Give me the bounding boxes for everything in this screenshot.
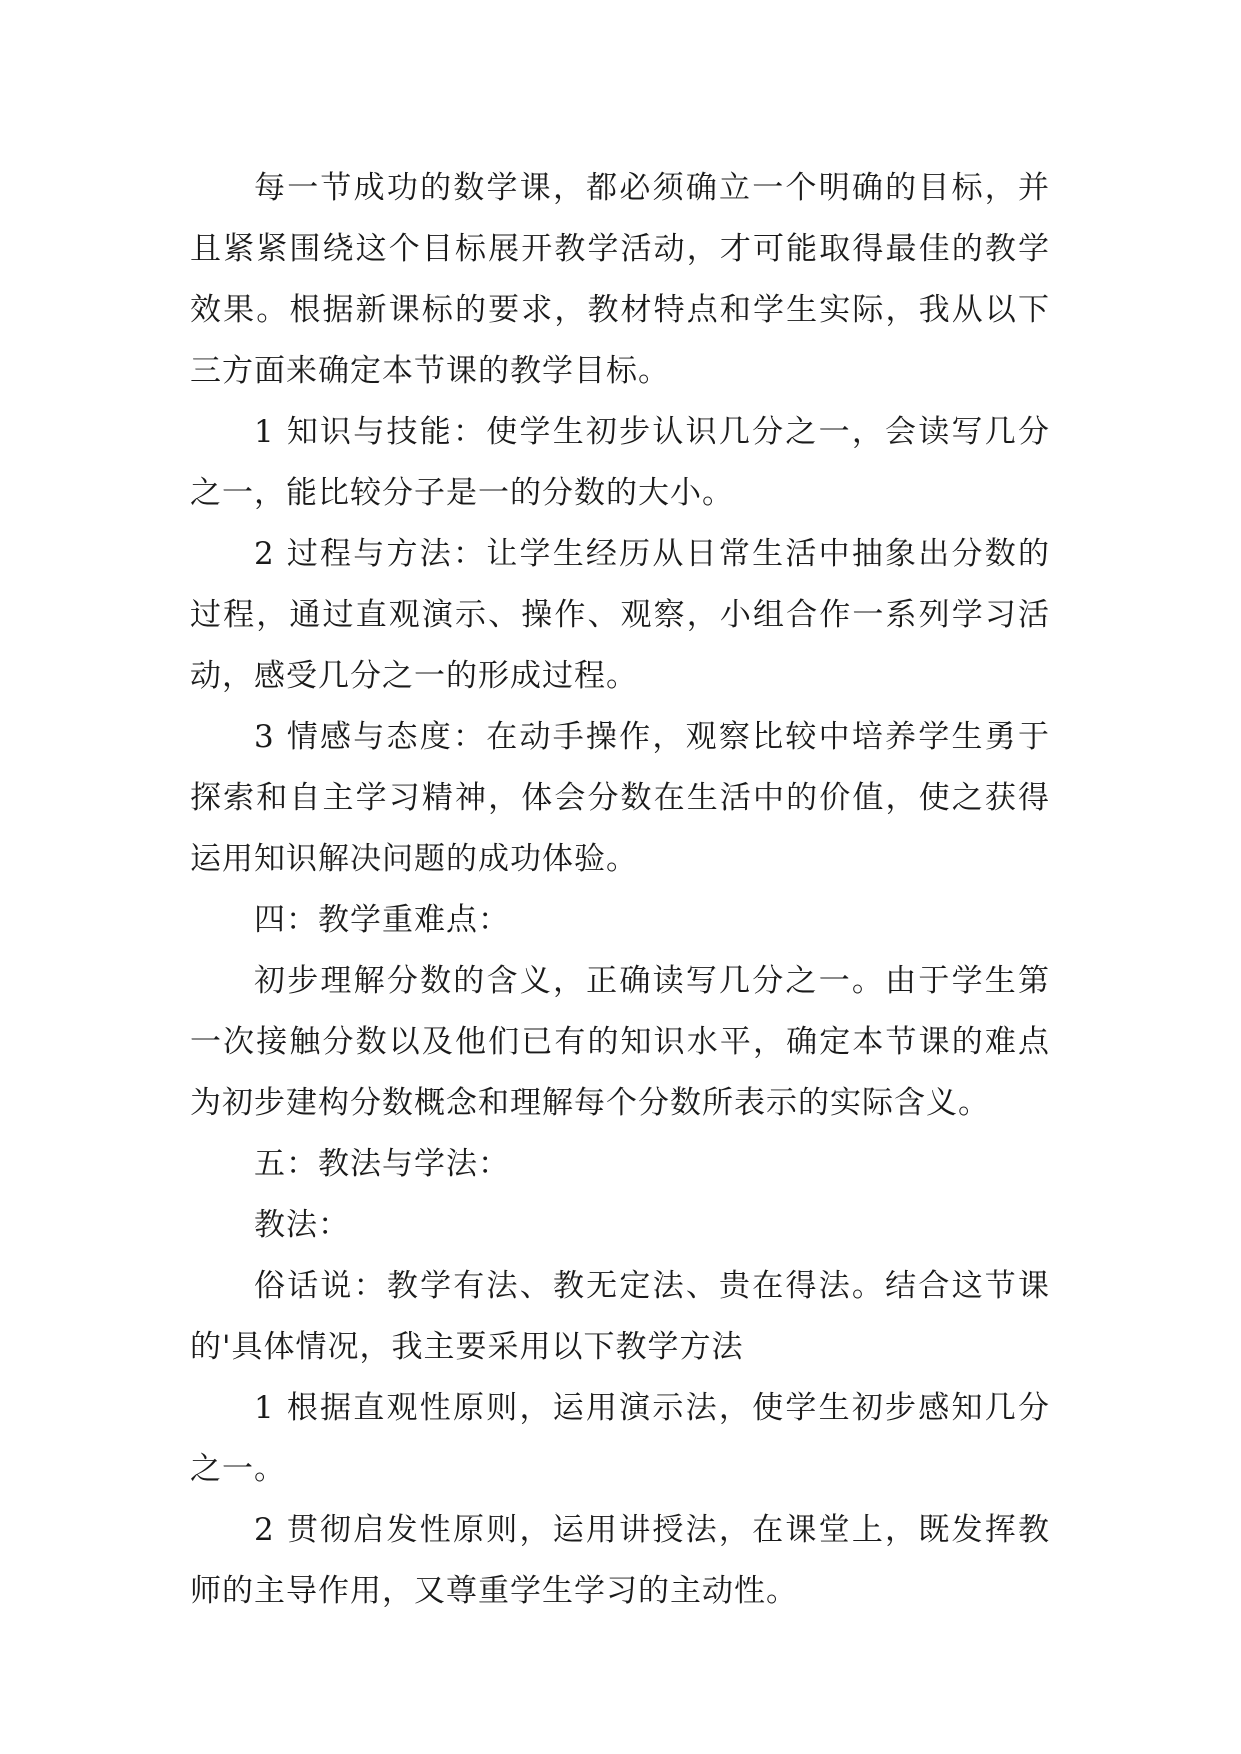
paragraph-key-points: 初步理解分数的含义，正确读写几分之一。由于学生第一次接触分数以及他们已有的知识水平，确定本节课的难点为初步建构分数概念和理解每个分数所表示的实际含义。 — [190, 963, 1050, 1121]
paragraph-method-1: 1 根据直观性原则，运用演示法，使学生初步感知几分之一。 — [190, 1390, 1050, 1487]
document-body — [190, 158, 1050, 1622]
paragraph-goal-attitude: 3 情感与态度：在动手操作，观察比较中培养学生勇于探索和自主学习精神，体会分数在生活中的价值，使之获得运用知识解决问题的成功体验。 — [190, 719, 1050, 877]
paragraph-goal-process: 2 过程与方法：让学生经历从日常生活中抽象出分数的过程，通过直观演示、操作、观察，小组合作一系列学习活动，感受几分之一的形成过程。 — [190, 536, 1050, 694]
section-heading-methods: 五：教法与学法： — [254, 1146, 510, 1182]
paragraph-method-2: 2 贯彻启发性原则，运用讲授法，在课堂上，既发挥教师的主导作用，又尊重学生学习的主动性。 — [190, 1512, 1050, 1609]
section-heading-key-points: 四：教学重难点： — [254, 902, 510, 938]
paragraph-intro: 每一节成功的数学课，都必须确立一个明确的目标，并且紧紧围绕这个目标展开教学活动，才可能取得最佳的教学效果。根据新课标的要求，教材特点和学生实际，我从以下三方面来确定本节课的教学目标。 — [190, 170, 1050, 389]
subheading-teaching-method: 教法： — [254, 1207, 350, 1243]
paragraph-goal-knowledge: 1 知识与技能：使学生初步认识几分之一，会读写几分之一，能比较分子是一的分数的大小。 — [190, 414, 1050, 511]
paragraph-method-intro: 俗话说：教学有法、教无定法、贵在得法。结合这节课的'具体情况，我主要采用以下教学方法 — [190, 1268, 1050, 1365]
